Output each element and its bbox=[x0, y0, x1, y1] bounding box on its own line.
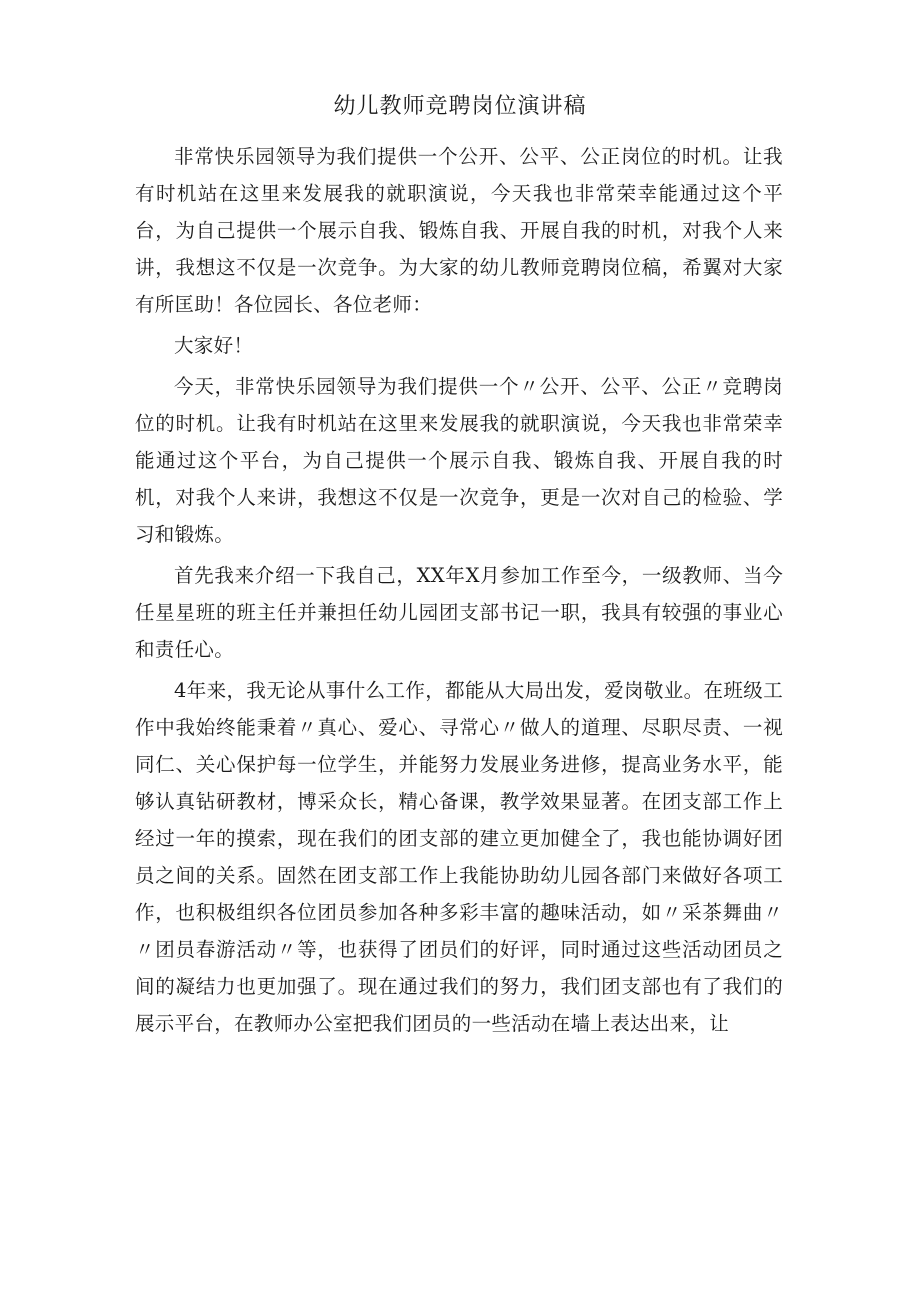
paragraph-intro: 非常快乐园领导为我们提供一个公开、公平、公正岗位的时机。让我有时机站在这里来发展我的就职演说，今天我也非常荣幸能通过这个平台，为自己提供一个展示自我、锻炼自我、开展自我的时机，对我个人来讲，我想这不仅是一次竞争。为大家的幼儿教师竞聘岗位稿，希翼对大家有所匡助！各位园长、各位老师： bbox=[135, 145, 783, 316]
paragraph-opening: 今天，非常快乐园领导为我们提供一个〃公开、公平、公正〃竞聘岗位的时机。让我有时机站在这里来发展我的就职演说，今天我也非常荣幸能通过这个平台，为自己提供一个展示自我、锻炼自我、开展自我的时机，对我个人来讲，我想这不仅是一次竞争，更是一次对自己的检验、学习和锻炼。 bbox=[135, 375, 783, 546]
paragraph-work-experience: 4年来，我无论从事什么工作，都能从大局出发，爱岗敬业。在班级工作中我始终能秉着〃真心、爱心、寻常心〃做人的道理、尽职尽责、一视同仁、关心保护每一位学生，并能努力发展业务进修，提高业务水平，能够认真钻研教材，博采众长，精心备课，教学效果显著。在团支部工作上经过一年的摸索，现在我们的团支部的建立更加健全了，我也能协调好团员之间的关系。固然在团支部工作上我能协助幼儿园各部门来做好各项工作，也积极组织各位团员参加各种多彩丰富的趣味活动，如〃采茶舞曲〃〃团员春游活动〃等，也获得了团员们的好评，同时通过这些活动团员之间的凝结力也更加强了。现在通过我们的努力，我们团支部也有了我们的展示平台，在教师办公室把我们团员的一些活动在墙上表达出来，让 bbox=[135, 679, 783, 1035]
paragraph-greeting: 大家好！ bbox=[174, 334, 254, 357]
document-body bbox=[135, 138, 783, 1046]
paragraph-self-introduction: 首先我来介绍一下我自己，XX年X月参加工作至今，一级教师、当今任星星班的班主任并兼担任幼儿园团支部书记一职，我具有较强的事业心和责任心。 bbox=[135, 564, 783, 661]
document-title: 幼儿教师竞聘岗位演讲稿 bbox=[333, 94, 587, 119]
